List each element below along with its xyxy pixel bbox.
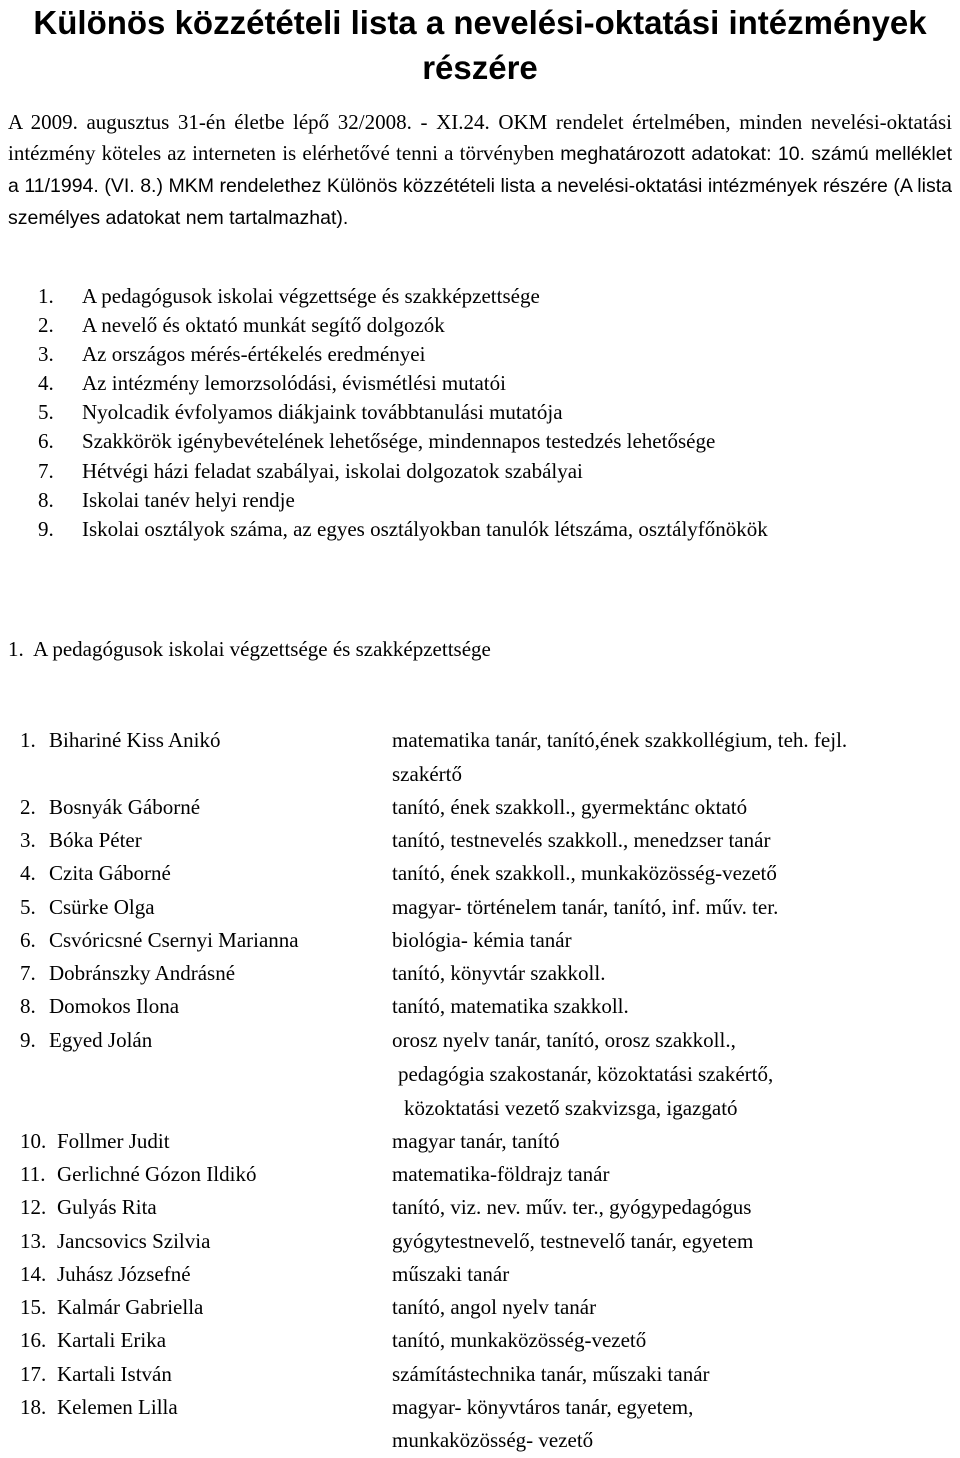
toc-item-label: Hétvégi házi feladat szabályai, iskolai dolgozatok szabályai — [82, 458, 583, 483]
staff-name: Kartali Erika — [57, 1328, 167, 1352]
staff-name: Czita Gáborné — [49, 861, 171, 885]
staff-name: Csürke Olga — [49, 895, 155, 919]
staff-name-cell — [20, 723, 221, 757]
staff-qualification: tanító, ének szakkoll., gyermektánc oktató — [392, 795, 748, 819]
intro-text-serif: A 2009. augusztus 31-én életbe lépő 32/2008. - XI.24. OKM rendelet értelmében, minden nevelési-oktatási intézmény köteles az interneten is elérhetővé tenni a törvényben — [8, 110, 952, 165]
staff-name: Kelemen Lilla — [57, 1395, 178, 1419]
staff-row-continuation — [0, 1091, 960, 1125]
staff-number: 2. — [20, 795, 36, 819]
staff-row — [0, 890, 960, 924]
toc-item-number: 5. — [38, 400, 54, 425]
staff-name-cell — [20, 1224, 210, 1258]
staff-name: Bóka Péter — [49, 828, 142, 852]
toc-item-label: Az országos mérés-értékelés eredményei — [82, 342, 426, 367]
toc-item-number: 4. — [38, 371, 54, 396]
staff-qualification: tanító, testnevelés szakkoll., menedzser tanár — [392, 828, 771, 852]
staff-name-cell — [20, 1157, 256, 1191]
staff-row — [0, 1124, 960, 1158]
staff-qualification: orosz nyelv tanár, tanító, orosz szakkoll., — [392, 1028, 736, 1052]
staff-name-cell — [20, 1124, 170, 1158]
staff-name-cell — [20, 923, 299, 957]
staff-number: 8. — [20, 994, 36, 1018]
staff-name: Egyed Jolán — [49, 1028, 153, 1052]
staff-qualification: számítástechnika tanár, műszaki tanár — [392, 1362, 710, 1386]
staff-name: Bihariné Kiss Anikó — [49, 728, 221, 752]
toc-item-number: 7. — [38, 458, 54, 483]
staff-qualification: tanító, angol nyelv tanár — [392, 1295, 597, 1319]
staff-name-cell — [20, 790, 200, 824]
staff-number: 1. — [20, 728, 36, 752]
staff-qualification: tanító, ének szakkoll., munkaközösség-vezető — [392, 861, 777, 885]
staff-qualification: tanító, könyvtár szakkoll. — [392, 961, 606, 985]
toc-item-label: Az intézmény lemorzsolódási, évismétlési mutatói — [82, 371, 506, 396]
staff-number: 15. — [20, 1295, 47, 1319]
staff-row — [0, 1323, 960, 1357]
staff-row — [0, 823, 960, 857]
staff-row — [0, 856, 960, 890]
staff-row — [0, 1290, 960, 1324]
toc-item-number: 9. — [38, 516, 54, 541]
staff-name-cell — [20, 823, 142, 857]
staff-number: 18. — [20, 1395, 47, 1419]
staff-number: 5. — [20, 895, 36, 919]
staff-qualification: magyar- könyvtáros tanár, egyetem, — [392, 1395, 694, 1419]
staff-name-cell — [20, 1357, 172, 1391]
staff-number: 6. — [20, 928, 36, 952]
staff-name: Bosnyák Gáborné — [49, 795, 201, 819]
staff-name-cell — [20, 956, 235, 990]
staff-qualification: gyógytestnevelő, testnevelő tanár, egyetem — [392, 1229, 754, 1253]
toc-item-number: 1. — [38, 284, 54, 308]
staff-row — [0, 956, 960, 990]
staff-row — [0, 1023, 960, 1057]
staff-row — [0, 723, 960, 757]
staff-row-continuation — [0, 1057, 960, 1091]
section-heading: 1. A pedagógusok iskolai végzettsége és szakképzettsége — [8, 637, 491, 661]
staff-qualification: matematika tanár, tanító,ének szakkollégium, teh. fejl. — [392, 728, 848, 752]
staff-row — [0, 1157, 960, 1191]
staff-number: 13. — [20, 1229, 47, 1253]
staff-number: 3. — [20, 828, 36, 852]
document-title: Különös közzétételi lista a nevelési-oktatási intézmények részére — [33, 4, 927, 86]
staff-row — [0, 1257, 960, 1291]
staff-row — [0, 989, 960, 1023]
toc-item-label: A pedagógusok iskolai végzettsége és szakképzettsége — [82, 284, 540, 308]
toc-item-label: Nyolcadik évfolyamos diákjaink továbbtanulási mutatója — [82, 400, 563, 425]
staff-row — [0, 923, 960, 957]
staff-row — [0, 790, 960, 824]
staff-name: Domokos Ilona — [49, 994, 180, 1018]
staff-qualification: pedagógia szakostanár, közoktatási szakértő, — [398, 1062, 774, 1086]
staff-name: Kartali István — [57, 1362, 172, 1386]
staff-qualification: műszaki tanár — [392, 1262, 510, 1286]
staff-name: Juhász Józsefné — [57, 1262, 191, 1286]
staff-number: 9. — [20, 1028, 36, 1052]
staff-qualification: munkaközösség- vezető — [392, 1428, 594, 1452]
staff-qualification: tanító, viz. nev. műv. ter., gyógypedagógus — [392, 1195, 752, 1219]
staff-number: 10. — [20, 1129, 47, 1153]
toc-item-number: 6. — [38, 429, 54, 454]
staff-qualification: tanító, munkaközösség-vezető — [392, 1328, 647, 1352]
staff-name-cell — [20, 1290, 203, 1324]
staff-qualification: matematika-földrajz tanár — [392, 1162, 610, 1186]
staff-name-cell — [20, 890, 155, 924]
toc-item-number: 8. — [38, 487, 54, 512]
staff-qualification: közoktatási vezető szakvizsga, igazgató — [404, 1096, 738, 1120]
toc-item-label: Iskolai tanév helyi rendje — [82, 487, 295, 512]
staff-name-cell — [20, 989, 179, 1023]
staff-name: Kalmár Gabriella — [57, 1295, 204, 1319]
staff-name-cell — [20, 1323, 166, 1357]
toc-item-number: 3. — [38, 342, 54, 367]
staff-name-cell — [20, 1190, 157, 1224]
staff-row-continuation — [0, 757, 960, 791]
toc-item-number: 2. — [38, 313, 54, 338]
staff-name: Dobránszky Andrásné — [49, 961, 236, 985]
staff-name: Gerlichné Gózon Ildikó — [57, 1162, 257, 1186]
staff-qualification: biológia- kémia tanár — [392, 928, 572, 952]
staff-name-cell — [20, 1390, 178, 1424]
staff-name: Follmer Judit — [57, 1129, 170, 1153]
staff-name-cell — [20, 856, 171, 890]
staff-number: 4. — [20, 861, 36, 885]
toc-item-label: Szakkörök igénybevételének lehetősége, mindennapos testedzés lehetősége — [82, 429, 716, 454]
staff-row — [0, 1390, 960, 1424]
toc-item-label: A nevelő és oktató munkát segítő dolgozók — [82, 313, 445, 338]
staff-number: 7. — [20, 961, 36, 985]
staff-number: 16. — [20, 1328, 47, 1352]
intro-text-sans: meghatározott adatokat: 10. számú melléklet a 11/1994. (VI. 8.) MKM rendelethez Különös közzétételi lista a nevelési-oktatási intézmények részére (A lista személyes adatokat nem tartalmazhat). — [8, 143, 953, 229]
staff-row-continuation — [0, 1423, 960, 1457]
staff-name: Csvóricsné Csernyi Marianna — [49, 928, 299, 952]
staff-row — [0, 1224, 960, 1258]
staff-name: Gulyás Rita — [57, 1195, 157, 1219]
toc-item-label: Iskolai osztályok száma, az egyes osztályokban tanulók létszáma, osztályfőnökök — [82, 516, 768, 541]
staff-row — [0, 1357, 960, 1391]
staff-qualification: magyar tanár, tanító — [392, 1129, 560, 1153]
staff-number: 11. — [20, 1162, 46, 1186]
staff-qualification: szakértő — [392, 762, 462, 786]
staff-row — [0, 1190, 960, 1224]
staff-name: Jancsovics Szilvia — [57, 1229, 211, 1253]
staff-name-cell — [20, 1023, 152, 1057]
staff-qualification: magyar- történelem tanár, tanító, inf. műv. ter. — [392, 895, 779, 919]
staff-qualification: tanító, matematika szakkoll. — [392, 994, 629, 1018]
staff-number: 12. — [20, 1195, 47, 1219]
staff-name-cell — [20, 1257, 191, 1291]
staff-number: 14. — [20, 1262, 47, 1286]
staff-number: 17. — [20, 1362, 47, 1386]
